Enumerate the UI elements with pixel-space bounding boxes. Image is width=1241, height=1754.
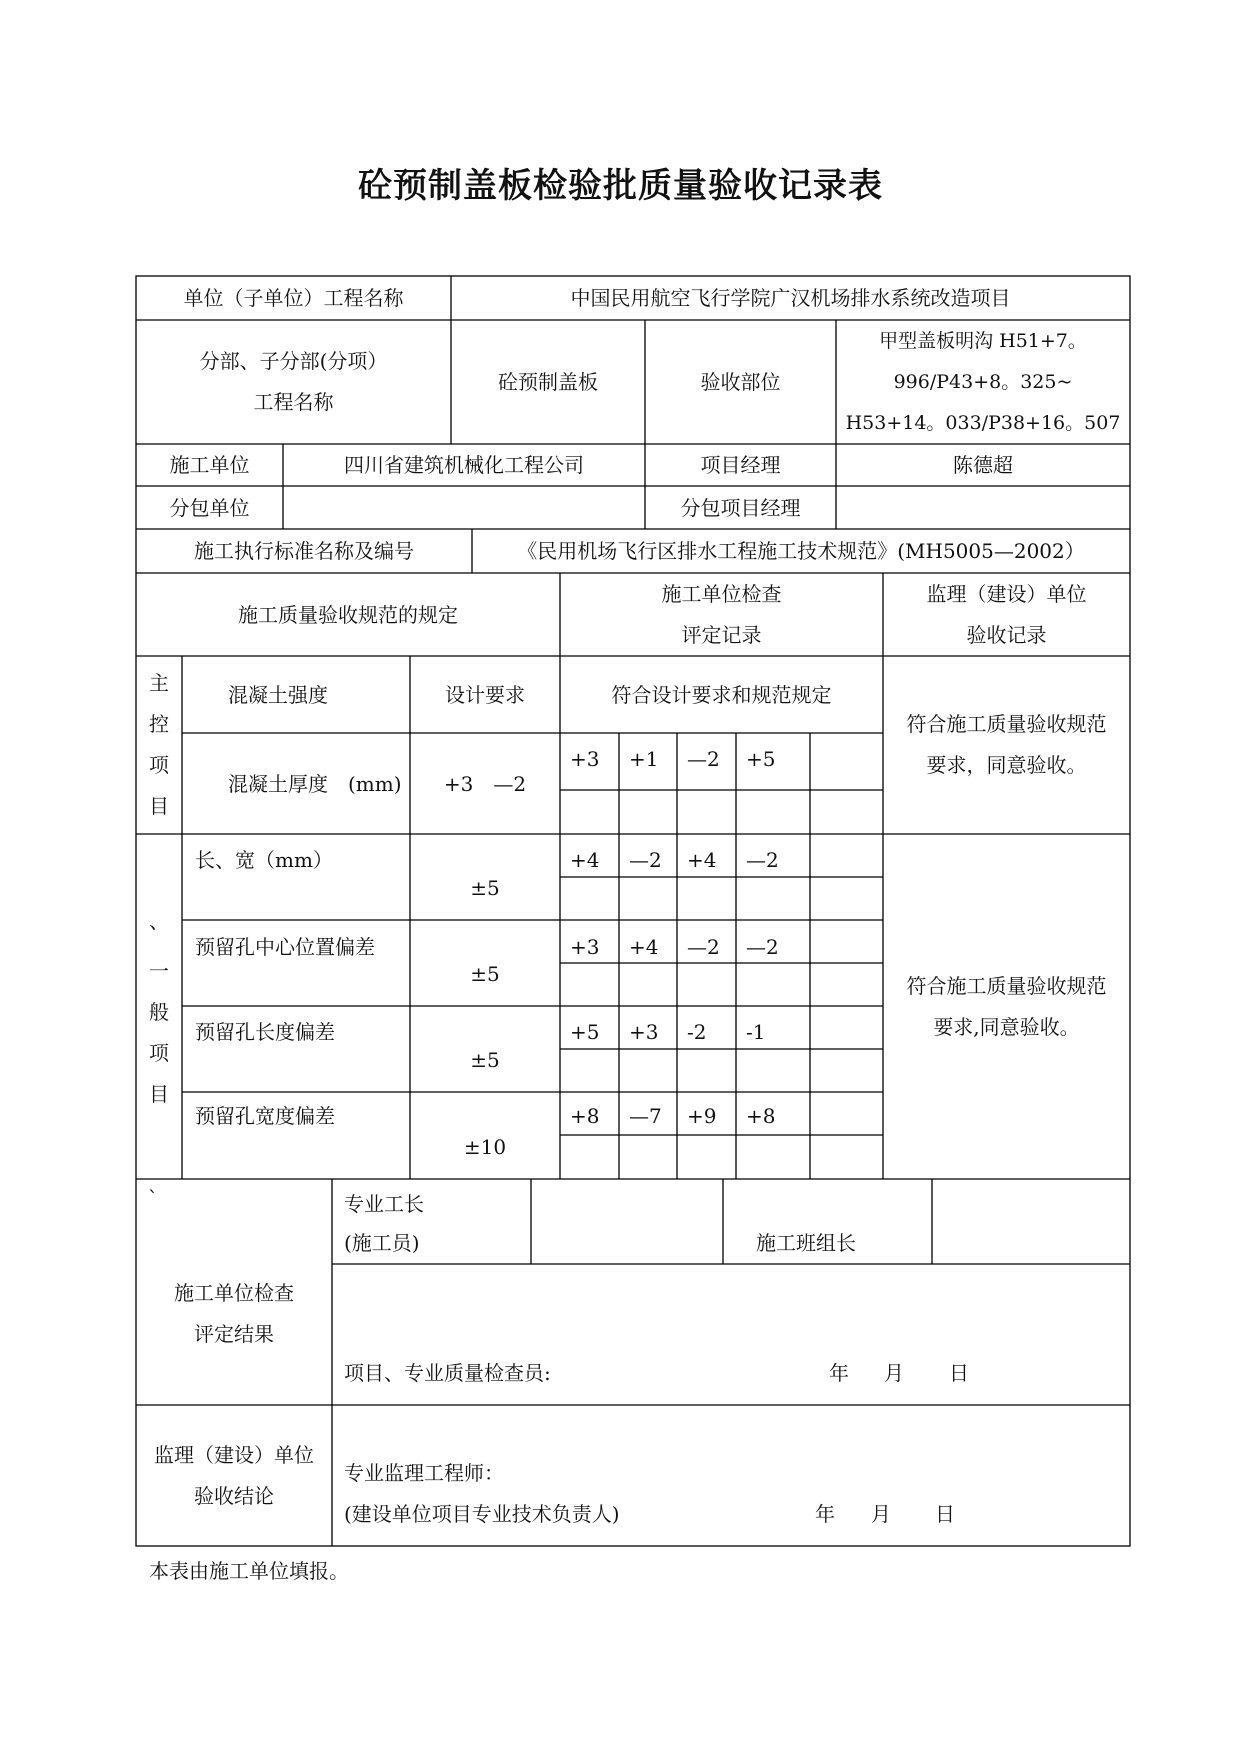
item-hole-width-offset: 预留孔宽度偏差 [195,1104,335,1128]
main-control-char: 控 [149,712,169,736]
requirement-hole-center-offset: ±5 [470,962,500,986]
spec-header: 施工质量验收规范的规定 [238,602,458,627]
measurement-value [820,926,883,968]
requirement-hole-width-offset: ±10 [463,1135,507,1159]
measurement-value: -1 [746,1020,766,1044]
measurement-value: +8 [746,1104,776,1128]
measurement-value: +9 [687,1104,717,1128]
foreman-label-1: 专业工长 [344,1192,424,1216]
sub-project-label [136,320,451,444]
measurement-value: —2 [629,848,662,872]
unit-project-label: 单位（子单位）工程名称 [183,286,404,310]
general-label-char: 项 [149,1041,169,1065]
check-result-mark: ` [148,1186,158,1210]
owner-label: (建设单位项目专业技术负责人) [344,1502,620,1526]
acceptance-part-line-3: H53+14。033/P38+16。507 [845,411,1121,434]
main-control-supervision-line-2: 要求，同意验收。 [926,753,1087,777]
team-leader-signature [932,1179,1130,1264]
project-manager-value: 陈德超 [953,453,1013,477]
construction-unit-value: 四川省建筑机械化工程公司 [344,453,584,477]
check-header-line-2: 评定记录 [681,622,762,647]
check-result-month: 月 [884,1361,904,1385]
general-supervision [883,834,1130,1179]
sub-project-manager-label: 分包项目经理 [680,495,801,520]
foreman-label-2: (施工员) [344,1231,420,1255]
measurement-value: +1 [629,747,659,771]
measurement-value: +4 [687,848,717,872]
item-concrete-thickness: 混凝土厚度 (mm) [228,771,402,796]
sub-project-value: 砼预制盖板 [498,370,598,394]
measurement-value: +3 [629,1020,659,1044]
measurement-value [820,839,883,881]
supervision-header-line-2: 验收记录 [966,622,1047,647]
subcontractor-value [283,486,645,529]
conclusion-month: 月 [871,1502,891,1526]
check-result-label [136,1264,332,1364]
check-header [560,573,883,656]
team-leader-label: 施工班组长 [756,1231,856,1255]
acceptance-part-line-1: 甲型盖板明沟 H51+7。 [879,329,1087,352]
measurement-value: —2 [687,935,720,959]
measurement-value: +4 [570,848,600,872]
acceptance-part-line-2: 996/P43+8。325~ [893,370,1073,393]
measurement-value [820,738,883,780]
requirement-length-width: ±5 [470,876,500,900]
construction-unit-label: 施工单位 [169,453,250,477]
main-control-char: 目 [149,794,169,818]
item-hole-length-offset: 预留孔长度偏差 [195,1020,335,1044]
project-manager-label: 项目经理 [700,453,781,477]
conclusion-label-line-2: 验收结论 [194,1483,274,1508]
footer-note: 本表由施工单位填报。 [149,1559,349,1583]
measurement-value: +3 [570,935,600,959]
supervision-header-line-1: 监理（建设）单位 [926,581,1087,606]
acceptance-part-value [836,320,1130,444]
sub-project-label-line-1: 分部、子分部(分项） [199,349,388,373]
main-control-supervision-line-1: 符合施工质量验收规范 [906,712,1107,736]
general-label-char: 目 [149,1082,169,1106]
requirement-hole-length-offset: ±5 [470,1048,500,1072]
conclusion-label-line-1: 监理（建设）单位 [154,1442,314,1467]
main-control-supervision [883,656,1130,834]
document-title: 砼预制盖板检验批质量验收记录表 [358,166,883,206]
conclusion-day: 日 [935,1502,955,1526]
measurement-value: —2 [746,935,779,959]
record-concrete-strength: 符合设计要求和规范规定 [611,682,832,707]
item-hole-center-offset: 预留孔中心位置偏差 [195,935,375,959]
standard-label: 施工执行标准名称及编号 [194,539,414,563]
main-control-char: 主 [149,671,169,695]
engineer-label: 专业监理工程师： [344,1461,504,1485]
measurement-value: —2 [746,848,779,872]
check-result-year: 年 [829,1361,849,1385]
measurement-value: —2 [687,747,720,771]
measurement-value: +4 [629,935,659,959]
measurement-value: +5 [746,747,776,771]
check-result-day: 日 [949,1361,969,1385]
measurement-value: —7 [629,1104,662,1128]
sub-project-label-line-2: 工程名称 [253,390,334,414]
conclusion-label [136,1405,332,1546]
item-length-width: 长、宽（mm） [195,848,333,872]
item-concrete-strength: 混凝土强度 [228,682,328,707]
standard-value: 《民用机场飞行区排水工程施工技术规范》(MH5005—2002） [517,539,1085,563]
measurement-value [820,1011,883,1053]
unit-project-value: 中国民用航空飞行学院广汉机场排水系统改造项目 [570,286,1011,310]
foreman-signature [531,1179,723,1264]
subcontractor-label: 分包单位 [169,495,250,520]
measurement-value: +3 [570,747,600,771]
check-header-line-1: 施工单位检查 [661,581,782,606]
acceptance-part-label: 验收部位 [700,370,781,394]
sub-project-manager-value [836,486,1130,529]
general-label [136,948,182,1118]
measurement-value [820,1095,883,1137]
measurement-value: -2 [687,1020,707,1044]
general-supervision-line-2: 要求,同意验收。 [933,1014,1080,1039]
inspector-label: 项目、专业质量检查员: [344,1361,551,1385]
measurement-value: +8 [570,1104,600,1128]
general-label-char: 般 [149,1000,169,1024]
supervision-header [883,573,1130,656]
main-control-label [136,656,182,834]
general-label-char: 一 [149,959,169,983]
check-result-label-line-2: 评定结果 [194,1322,274,1346]
general-supervision-line-1: 符合施工质量验收规范 [906,973,1107,998]
conclusion-year: 年 [815,1502,835,1526]
general-mark: 、 [149,909,169,933]
measurement-value: +5 [570,1020,600,1044]
requirement-concrete-thickness: +3 —2 [443,771,527,796]
requirement-concrete-strength: 设计要求 [445,682,525,707]
check-result-label-line-1: 施工单位检查 [174,1281,294,1305]
main-control-char: 项 [149,753,169,777]
